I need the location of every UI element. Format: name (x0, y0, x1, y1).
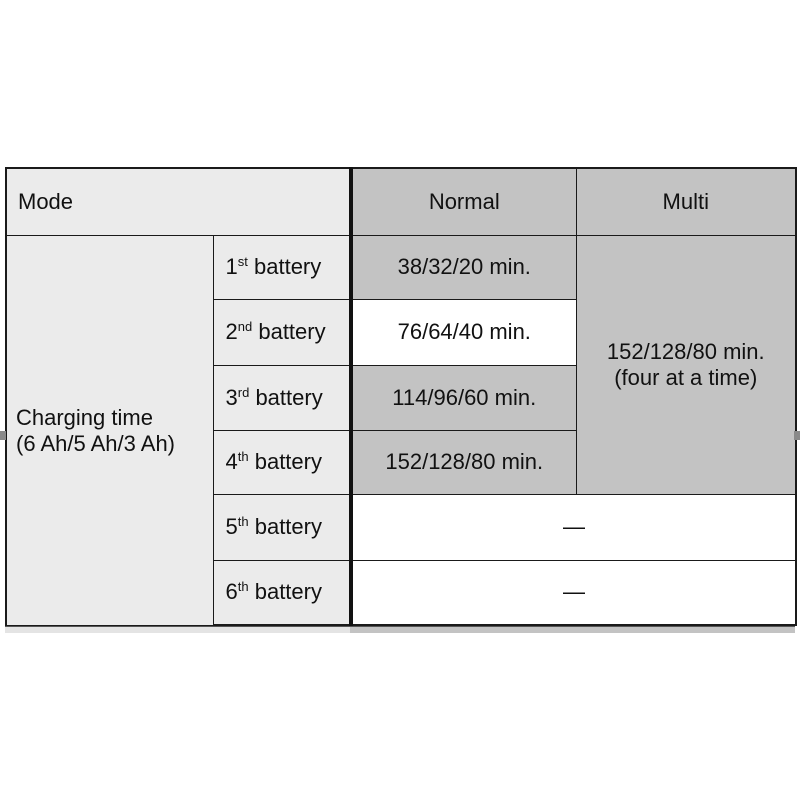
multi-header-cell (576, 168, 796, 235)
normal-time-4 (351, 430, 576, 494)
right-edge-marker (794, 431, 800, 440)
charging-time-table (5, 167, 797, 626)
battery-label-5 (213, 494, 351, 560)
table-continuation-grey (350, 627, 795, 633)
no-value-dash: — (563, 579, 586, 605)
charging-time-label: Charging time (16, 405, 153, 431)
charging-time-cell (6, 235, 213, 625)
mode-label: Mode (18, 188, 74, 214)
normal-time-3 (351, 365, 576, 430)
mode-header-cell (6, 168, 351, 235)
normal-time-value: 38/32/20 min. (397, 254, 531, 280)
table-continuation-strip (5, 626, 795, 633)
multi-label: Multi (662, 188, 709, 214)
ordinal-suffix: th (237, 514, 249, 530)
battery-word: battery (255, 384, 323, 410)
battery-number: 5 (225, 514, 238, 540)
ordinal-suffix: th (237, 449, 249, 465)
battery-word: battery (254, 514, 322, 540)
ordinal-suffix: nd (237, 319, 253, 335)
battery-word: battery (254, 254, 322, 280)
multi-time-cell (576, 235, 796, 494)
battery-number: 1 (225, 254, 238, 280)
combined-time-5 (351, 494, 796, 560)
normal-label: Normal (428, 188, 500, 214)
ordinal-suffix: st (237, 254, 248, 270)
battery-number: 6 (225, 579, 238, 605)
battery-label-1 (213, 235, 351, 299)
battery-word: battery (254, 579, 322, 605)
battery-label-4 (213, 430, 351, 494)
battery-word: battery (258, 319, 326, 345)
battery-number: 4 (225, 449, 238, 475)
battery-number: 2 (225, 319, 238, 345)
left-edge-marker (0, 431, 6, 440)
ordinal-suffix: rd (237, 384, 250, 400)
normal-time-2 (351, 299, 576, 365)
normal-time-1 (351, 235, 576, 299)
charging-time-capacities: (6 Ah/5 Ah/3 Ah) (16, 431, 176, 456)
normal-time-value: 76/64/40 min. (397, 319, 531, 345)
no-value-dash: — (563, 514, 586, 540)
ordinal-suffix: th (237, 579, 249, 595)
normal-time-value: 114/96/60 min. (392, 384, 537, 410)
combined-time-6 (351, 560, 796, 625)
battery-number: 3 (225, 384, 238, 410)
battery-word: battery (254, 449, 322, 475)
normal-header-cell (351, 168, 576, 235)
battery-label-6 (213, 560, 351, 625)
multi-time-note: (four at a time) (614, 364, 758, 390)
battery-label-3 (213, 365, 351, 430)
multi-time-value: 152/128/80 min. (606, 338, 765, 364)
battery-label-2 (213, 299, 351, 365)
normal-time-value: 152/128/80 min. (385, 449, 544, 475)
